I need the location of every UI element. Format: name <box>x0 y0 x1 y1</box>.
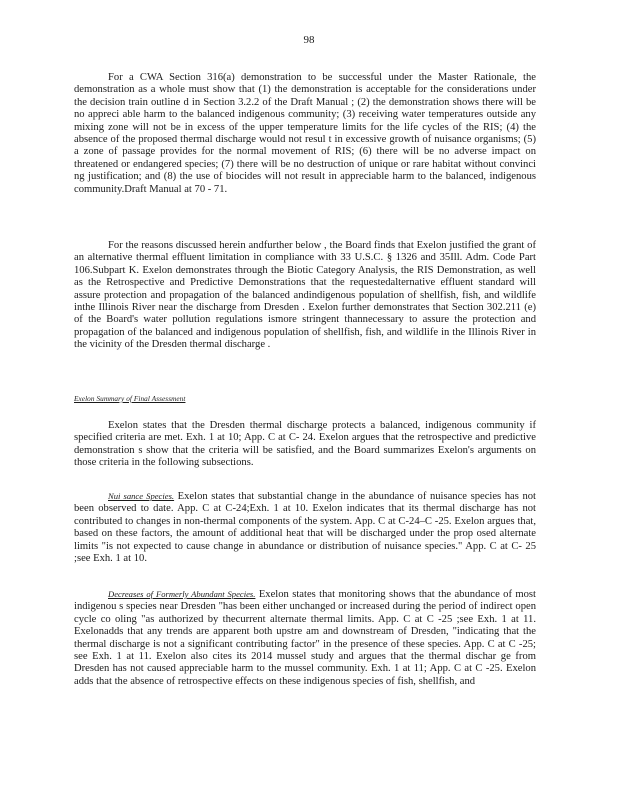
page-number: 98 <box>303 34 315 46</box>
subheading-abundant-species: Decreases of Formerly Abundant Species. <box>108 589 256 599</box>
section-heading: Exelon Summary of Final Assessment <box>74 395 186 403</box>
paragraph-nuisance-species-body: Exelon states that substantial change in the abundance of nuisance species has not been observed to date. App. C at C-24;Exh. 1 at 10. Exelon indicates that its thermal discharge has not contributed to changes in non-thermal components of the system. App. C at C-24–C -25. Exelon argues that, based on these factors, the amount of additional heat that will be discharged under the prop osed alternate limits "is not expected to cause change in abundance or distribution of nuisance species." App. C at C- 25 ;see Exh. 1 at 10. <box>74 491 537 565</box>
paragraph-board-finding: For the reasons discussed herein andfurther below , the Board finds that Exelon justified the grant of an alternative thermal effluent limitation in compliance with 33 U.S.C. § 1326 and 35Ill. Adm. Code Part 106.Subpart K. Exelon demonstrates through the Biotic Category Analysis, the RIS Demonstration, as well as the Retrospective and Predictive Demonstrations that the requestedalternative effluent standard will assure protection and propagation of the balanced andindigenous population of shellfish, fish, and wildlife inthe Illinois River near the discharge from Dresden . Exelon further demonstrates that Section 302.211 (e) of the Board's water pollution regulations ismore stringent thannecessary to assure the protection and propagation of the balanced and indigenous population of shellfish, fish, and wildlife in the Illinois River in the vicinity of the Dresden thermal discharge . <box>74 240 536 351</box>
subheading-nuisance-species: Nui sance Species. <box>108 491 175 501</box>
paragraph-section-316a-requirements: For a CWA Section 316(a) demonstration to be successful under the Master Rationale, the demonstration as a whole must show that (1) the demonstration is acceptable for the considerations under the decision train outline d in Section 3.2.2 of the Draft Manual ; (2) the demonstration shows there will be no appreci able harm to the balanced indigenous community; (3) receiving water temperatures outside any mixing zone will not be in excess of the upper temperature limits for the life cycles of the RIS; (4) the absence of the proposed thermal discharge would not resul t in excessive growth of nuisance organisms; (5) a zone of passage provides for the normal movement of RIS; (6) there will be no adverse impact on threatened or endangered species; (7) there will be no destruction of unique or rare habitat without convinci ng justification; and (8) the use of biocides will not result in appreciable harm to the balanced, indigenous community.Draft Manual at 70 - 71. <box>74 72 536 195</box>
paragraph-abundant-species <box>74 588 536 688</box>
paragraph-abundant-species-body: Exelon states that monitoring shows that the abundance of most indigenou s species near Dresden "has been either unchanged or increased during the period of indirect open cycle co oling "as authorized by thecurrent alternate thermal limits. App. C at C -25 ;see Exh. 1 at 11. Exelonadds that any trends are apparent both upstre am and downstream of Dresden, "indicating that the thermal discharge is not a significant contributing factor" in the presence of these species. App. C at C -25; see Exh. 1 at 11. Exelon also cites its 2014 mussel study and argues that the thermal dischar ge from Dresden has not caused appreciable harm to the mussel community. Exh. 1 at 11; App. C at C -25. Exelon adds that the absence of retrospective effects on these indigenous species of fish, shellfish, and <box>74 589 536 687</box>
paragraph-nuisance-species <box>74 490 536 565</box>
paragraph-exelon-summary: Exelon states that the Dresden thermal discharge protects a balanced, indigenous community if specified criteria are met. Exh. 1 at 10; App. C at C- 24. Exelon argues that the retrospective and predictive demonstration s show that the criteria will be satisfied, and the Board summarizes Exelon's arguments on those criteria in the following subsections. <box>74 420 536 469</box>
